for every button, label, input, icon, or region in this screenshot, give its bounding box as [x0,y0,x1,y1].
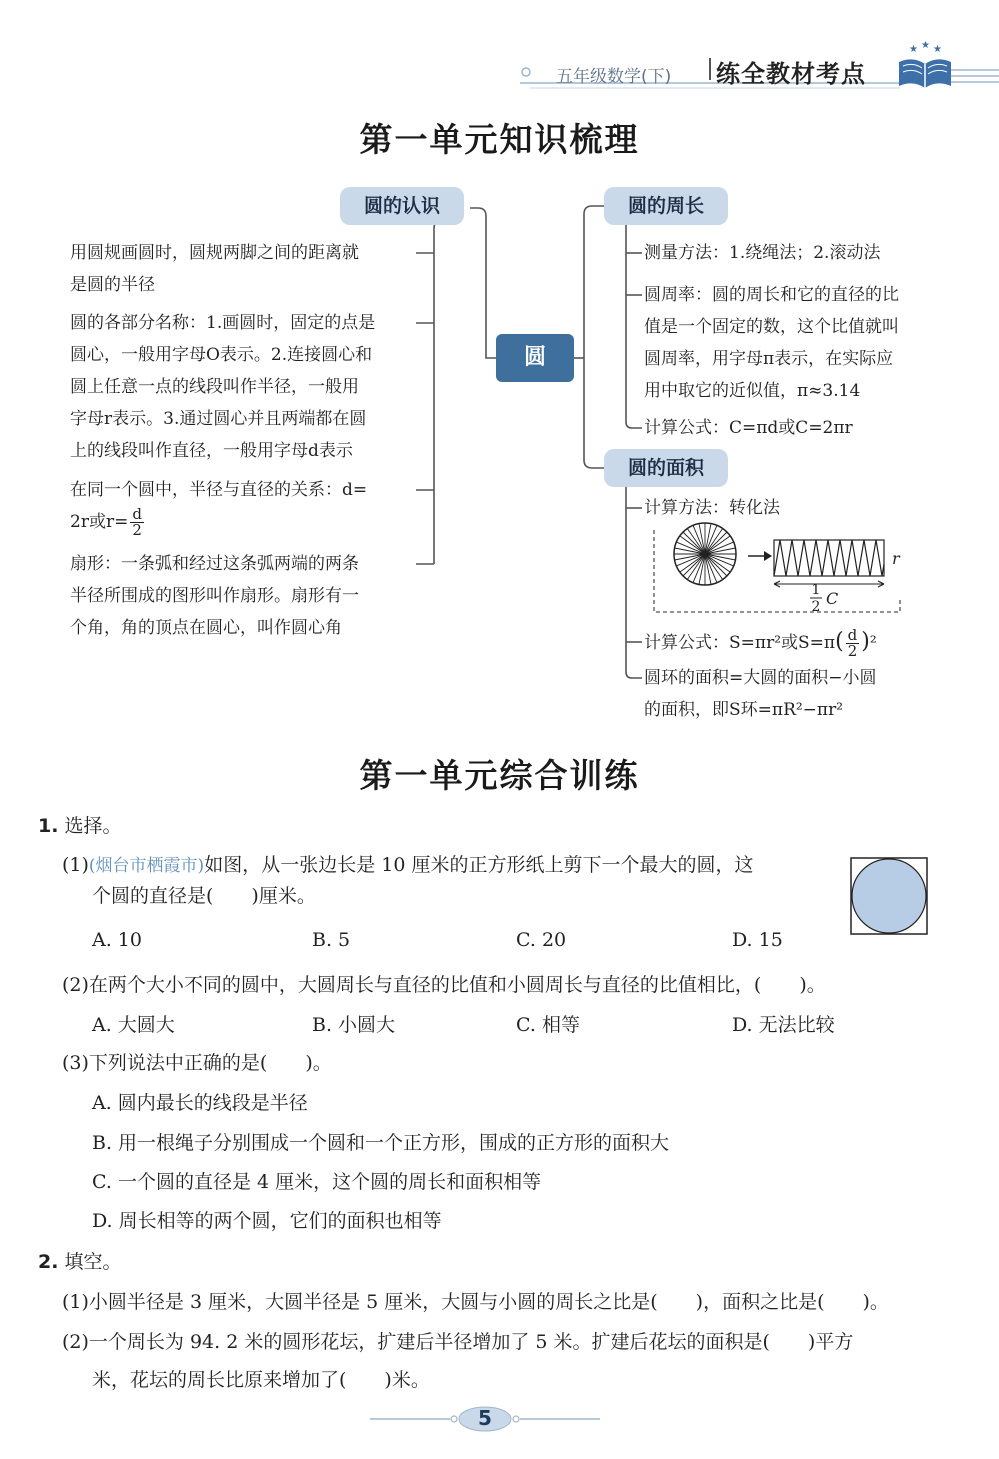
q1-1-option-b[interactable]: B. 5 [312,929,351,951]
q1-2-option-a[interactable]: A. 大圆大 [92,1014,175,1036]
question-1-1: (1)(烟台市栖霞市)如图，从一张边长是 10 厘米的正方形纸上剪下一个最大的圆，这 个圆的直径是( )厘米。 [62,854,754,907]
q1-2-option-c[interactable]: C. 相等 [516,1014,580,1036]
left-item-parts-names: 圆的各部分名称：1.画圆时，固定的点是 圆心，一般用字母O表示。2.连接圆心和 圆上任意一点的线段叫作半径，一般用 字母r表示。3.通过圆心并且两端都在圆 上的线段叫作直径，一般用字母d表示 [70,313,376,461]
sectored-circle-diagram [674,523,736,585]
circumference-formula: 计算公式：C=πd或C=2πr [644,418,853,438]
square-with-inscribed-circle-figure [850,857,928,935]
region-tag: (烟台市栖霞市) [88,856,205,876]
practice-title: 第一单元综合训练 [359,756,640,795]
svg-text:★: ★ [909,44,918,55]
left-item-radius-diameter-relation: 在同一个圆中，半径与直径的关系：d= 2r或r= $\frac{d}{2}$ [70,480,368,539]
ring-area-formula: 圆环的面积=大圆的面积−小圆 的面积，即S环=πR²−πr² [644,668,877,720]
q1-3-option-b[interactable]: B. 用一根绳子分别围成一个圆和一个正方形，围成的正方形的面积大 [92,1132,670,1154]
fill-question-1: (1)小圆半径是 3 厘米，大圆半径是 5 厘米，大圆与小圆的周长之比是( )，面积之比是( )。 [62,1291,889,1313]
q1-3-option-c[interactable]: C. 一个圆的直径是 4 厘米，这个圆的周长和面积相等 [92,1171,542,1193]
node-area: 圆的面积 [604,449,728,487]
q1-1-option-c[interactable]: C. 20 [516,929,567,951]
q1-1-option-d[interactable]: D. 15 [732,929,783,951]
circle-to-rectangle-figure [660,520,910,615]
zigzag-rectangle-diagram [774,540,884,587]
node-circle-recognition: 圆的认识 [340,187,464,225]
fraction-d-over-2-area: $\frac{d}{2}$ [847,626,858,660]
figure-circumference-label: C [826,589,839,608]
summary-title: 第一单元知识梳理 [359,120,640,159]
node-circumference: 圆的周长 [604,187,728,225]
section-2-heading: 2. 填空。 [38,1251,122,1273]
fraction-d-over-2: $\frac{d}{2}$ [132,505,142,539]
figure-radius-label: r [892,549,900,568]
svg-text:★: ★ [921,40,930,51]
figure-half-numerator: 1 [811,582,821,598]
left-item-radius-definition: 用圆规画圆时，圆规两脚之间的距离就 是圆的半径 [70,243,359,295]
question-1-2: (2)在两个大小不同的圆中，大圆周长与直径的比值和小圆周长与直径的比值相比，( )。 [62,974,826,996]
arrow-right-icon [748,551,772,561]
left-item-sector: 扇形：一条弧和经过这条弧两端的两条 半径所围成的图形叫作扇形。扇形有一 个角，角的顶点在圆心，叫作圆心角 [70,554,359,638]
header-subtitle: 五年级数学(下) [556,67,672,87]
q1-1-option-a[interactable]: A. 10 [92,929,142,951]
area-method: 计算方法：转化法 [644,498,780,518]
page-number: 5 [478,1406,492,1430]
fill-question-2: (2)一个周长为 94. 2 米的圆形花坛，扩建后半径增加了 5 米。扩建后花坛的面积是( )平方 米，花坛的周长比原来增加了( )米。 [62,1331,854,1391]
area-formula: 计算公式：S=πr²或S=π( $\frac{d}{2}$ )² [644,626,877,660]
svg-text:★: ★ [933,44,942,55]
figure-half-denominator: 2 [811,599,821,615]
header-series-title: 练全教材考点 [716,60,866,88]
q1-3-option-d[interactable]: D. 周长相等的两个圆，它们的面积也相等 [92,1210,442,1232]
section-1-heading: 1. 选择。 [38,815,122,837]
q1-2-option-d[interactable]: D. 无法比较 [732,1014,835,1036]
circumference-pi-definition: 圆周率：圆的周长和它的直径的比 值是一个固定的数，这个比值就叫 圆周率，用字母π表示，在实际应 用中取它的近似值，π≈3.14 [644,285,899,401]
q1-3-option-a[interactable]: A. 圆内最长的线段是半径 [92,1092,308,1114]
node-center-circle: 圆 [496,334,574,382]
q1-2-option-b[interactable]: B. 小圆大 [312,1014,396,1036]
question-1-3: (3)下列说法中正确的是( )。 [62,1052,332,1074]
circumference-measure-methods: 测量方法：1.绕绳法；2.滚动法 [644,243,881,263]
